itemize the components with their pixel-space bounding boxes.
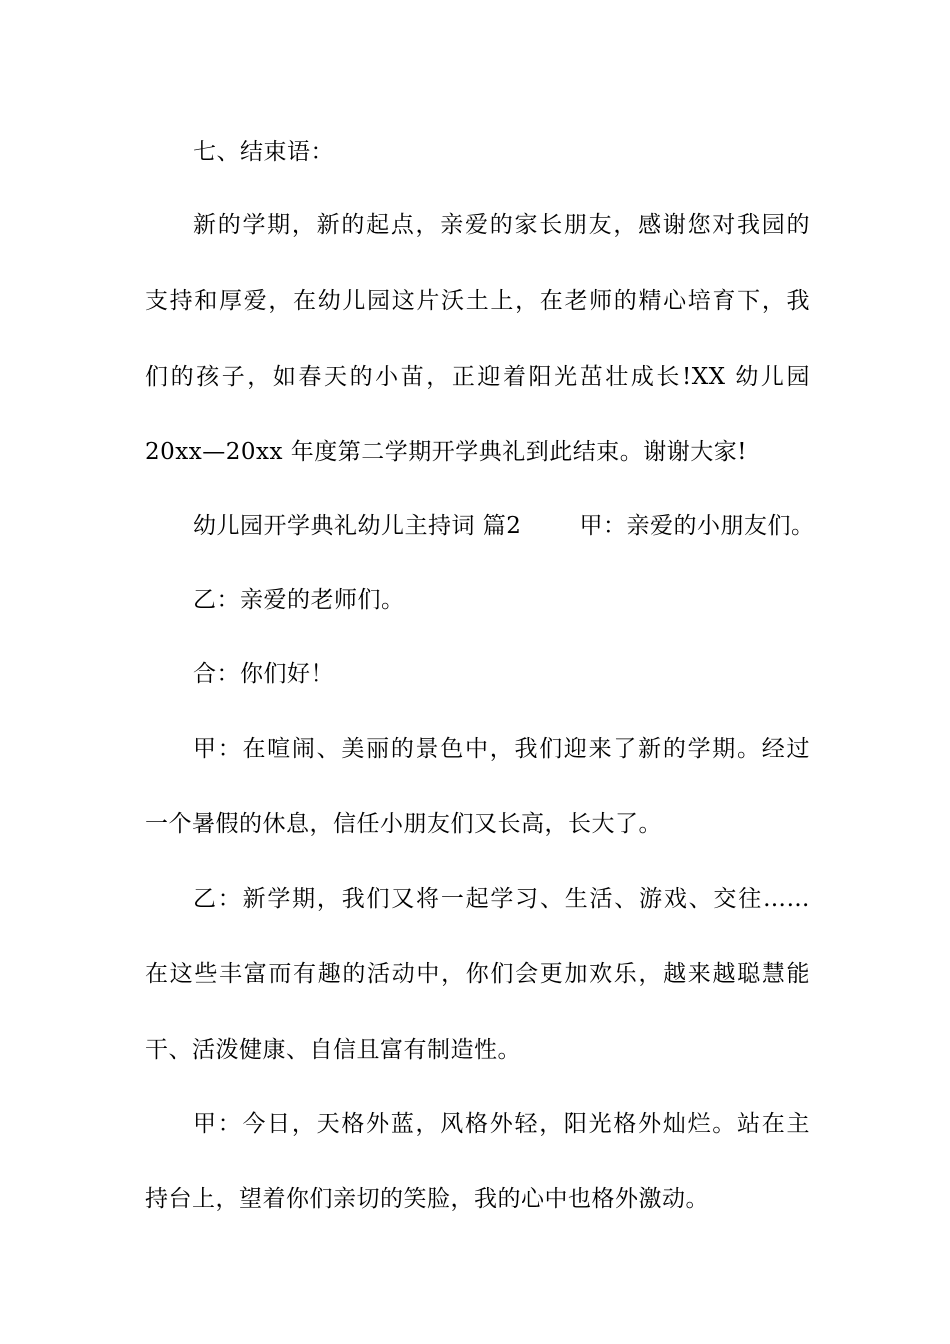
title-line xyxy=(193,511,815,541)
paragraph-line: 新的学期，新的起点，亲爱的家长朋友，感谢您对我园的 xyxy=(193,212,810,238)
dialogue-line: 合：你们好！ xyxy=(193,661,334,687)
section-heading: 七、结束语： xyxy=(193,139,334,165)
dialogue-line: 甲：亲爱的小朋友们。 xyxy=(579,513,815,539)
paragraph-line: 在这些丰富而有趣的活动中，你们会更加欢乐，越来越聪慧能 xyxy=(145,961,810,987)
paragraph-line: 甲：在喧闹、美丽的景色中，我们迎来了新的学期。经过 xyxy=(193,736,810,762)
paragraph-line: 20xx—20xx 年度第二学期开学典礼到此结束。谢谢大家! xyxy=(145,439,747,465)
paragraph-line: 们的孩子，如春天的小苗，正迎着阳光茁壮成长!XX 幼儿园 xyxy=(145,364,810,390)
dialogue-line: 乙：亲爱的老师们。 xyxy=(193,587,405,613)
paragraph-line: 持台上，望着你们亲切的笑脸，我的心中也格外激动。 xyxy=(145,1186,709,1212)
paragraph-line: 一个暑假的休息，信任小朋友们又长高，长大了。 xyxy=(145,811,662,837)
paragraph-line: 甲：今日，天格外蓝，风格外轻，阳光格外灿烂。站在主 xyxy=(193,1111,810,1137)
paragraph-line: 支持和厚爱，在幼儿园这片沃土上，在老师的精心培育下，我 xyxy=(145,288,810,314)
paragraph-line: 干、活泼健康、自信且富有制造性。 xyxy=(145,1037,521,1063)
speech-title: 幼儿园开学典礼幼儿主持词 篇2 xyxy=(193,513,522,539)
paragraph-line: 乙：新学期，我们又将一起学习、生活、游戏、交往…… xyxy=(193,886,810,912)
